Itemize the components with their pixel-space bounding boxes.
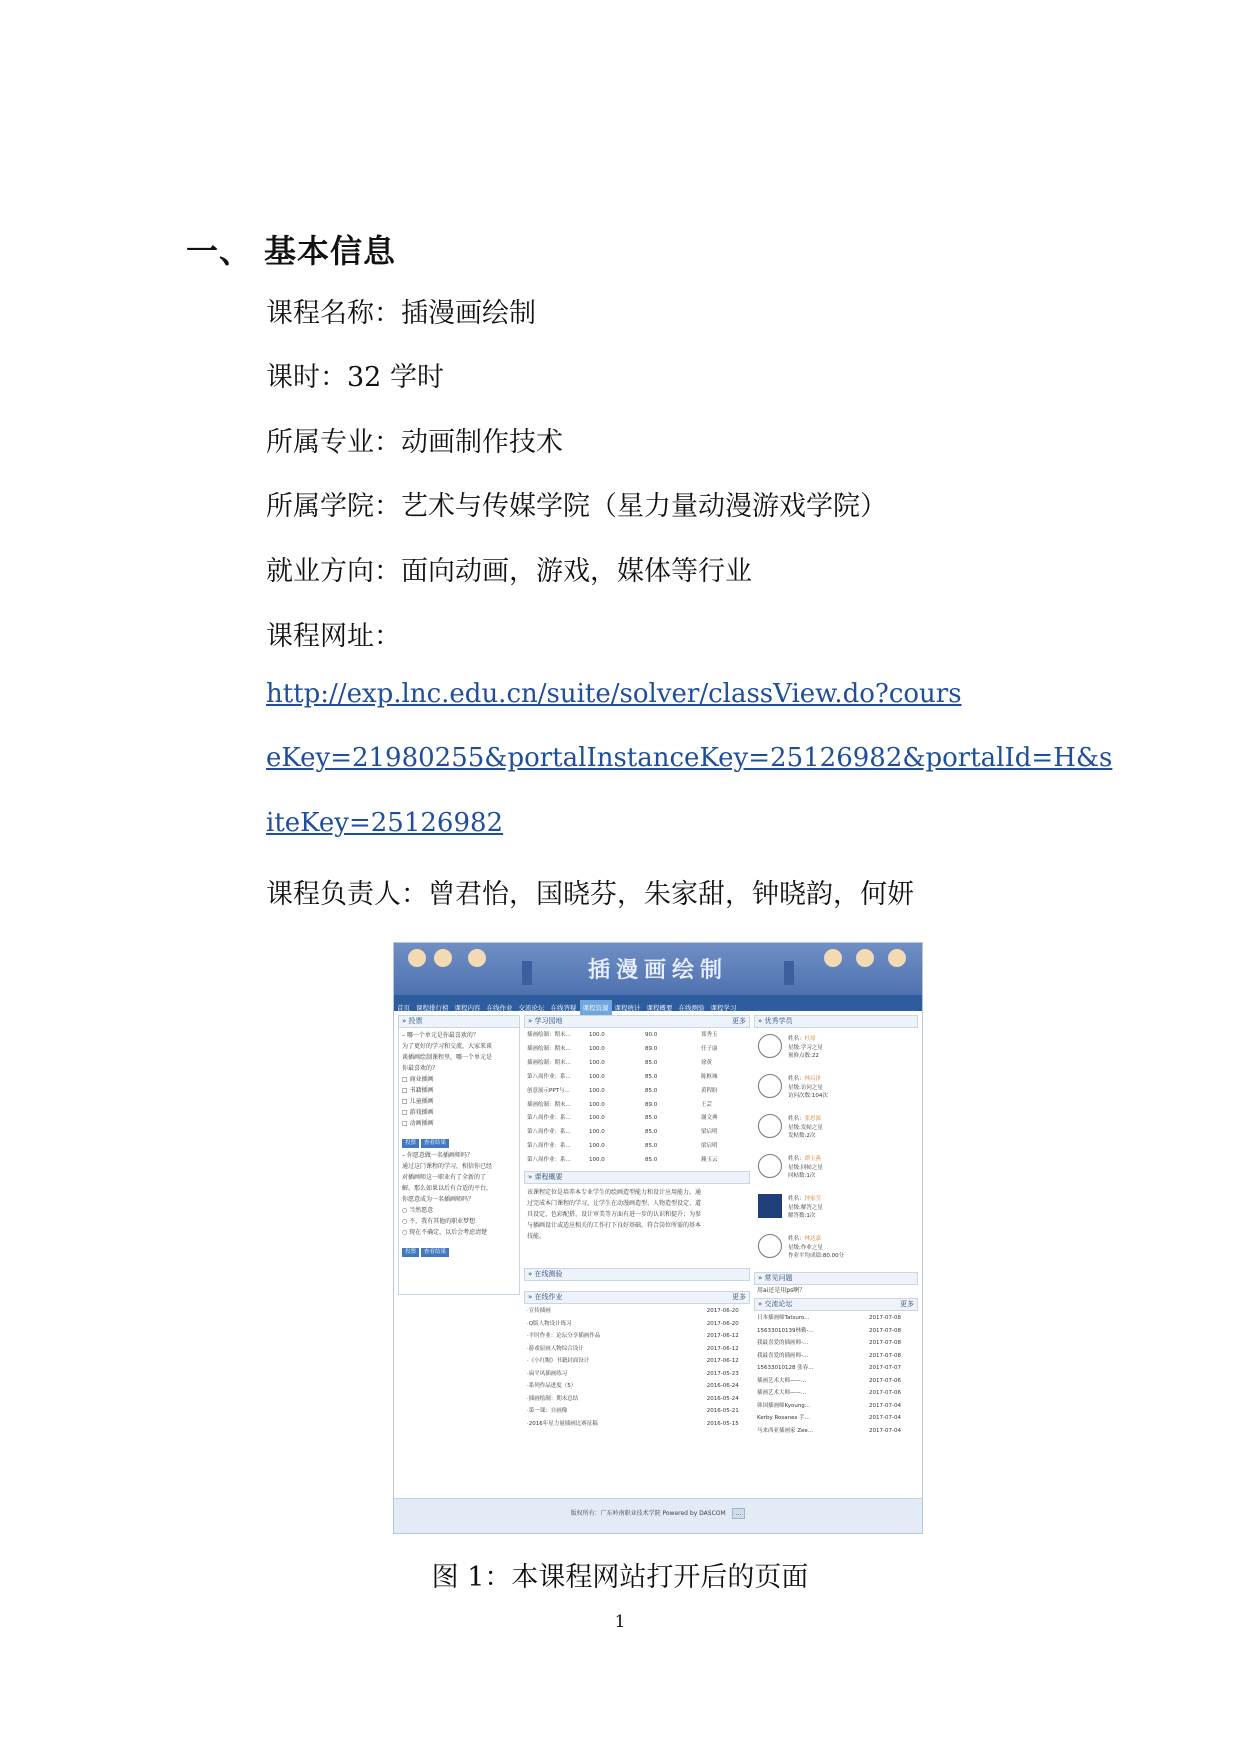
summary-header: » 课程概要 bbox=[524, 1171, 750, 1184]
table-cell: 89.0 bbox=[645, 1045, 658, 1052]
homework-title[interactable]: 游戏原画人物综合设计 bbox=[528, 1345, 584, 1352]
table-cell: 85.0 bbox=[645, 1129, 658, 1136]
vote-option[interactable] bbox=[402, 1085, 516, 1096]
student-stat: 访问次数:104次 bbox=[788, 1093, 828, 1099]
forum-title[interactable]: 我最喜爱的插画师-... bbox=[757, 1340, 809, 1346]
homework-date: 2016-06-24 bbox=[706, 1383, 739, 1390]
vote-option[interactable] bbox=[402, 1118, 516, 1129]
table-row[interactable] bbox=[527, 1112, 747, 1126]
table-cell: 第八周作业：系... bbox=[527, 1129, 571, 1136]
nav-item[interactable]: 课程资源 bbox=[580, 1000, 612, 1016]
forum-date: 2017-07-08 bbox=[869, 1327, 901, 1334]
vote-description: 谈插画绘制课程里，哪一个单元是 bbox=[402, 1054, 493, 1061]
homework-title[interactable]: 扁平风插画练习 bbox=[528, 1370, 568, 1377]
table-cell: 第八周作业：系... bbox=[527, 1073, 571, 1080]
forum-date: 2017-07-06 bbox=[869, 1377, 901, 1384]
table-cell: 任子康 bbox=[701, 1045, 718, 1052]
site-nav bbox=[394, 995, 922, 1011]
list-item[interactable] bbox=[527, 1368, 747, 1381]
section-title: 基本信息 bbox=[264, 232, 397, 270]
students-header: » 优秀学员 bbox=[754, 1015, 918, 1028]
table-row[interactable] bbox=[527, 1057, 747, 1071]
summary-line: 过完成本门课程的学习，让学生在动漫画造型、人物造型设定、道 bbox=[527, 1200, 702, 1208]
student-name-value[interactable]: 钟家莹 bbox=[804, 1196, 822, 1202]
radio-icon[interactable]: ○ bbox=[402, 1207, 410, 1214]
bullet-icon: · bbox=[527, 1320, 529, 1327]
list-item[interactable] bbox=[757, 1425, 915, 1438]
vote-option[interactable] bbox=[402, 1227, 516, 1238]
table-cell: 插画绘制：期末... bbox=[527, 1045, 571, 1052]
list-item[interactable] bbox=[757, 1337, 915, 1350]
table-cell: 100.0 bbox=[589, 1157, 605, 1164]
checkbox-icon[interactable]: □ bbox=[402, 1076, 410, 1083]
radio-icon[interactable]: ○ bbox=[402, 1218, 410, 1225]
footer-button[interactable]: ... bbox=[732, 1508, 746, 1519]
table-row[interactable] bbox=[527, 1126, 747, 1140]
course-career: 就业方向：面向动画，游戏，媒体等行业 bbox=[266, 556, 752, 587]
list-item[interactable] bbox=[757, 1387, 915, 1400]
vote-button[interactable]: 投票 bbox=[402, 1139, 419, 1148]
page-number: 1 bbox=[614, 1612, 626, 1632]
student-info bbox=[788, 1075, 828, 1101]
table-cell: 100.0 bbox=[589, 1045, 605, 1052]
student-stat: 解答数:1次 bbox=[788, 1213, 816, 1219]
table-cell: 插画绘制：期末... bbox=[527, 1101, 571, 1108]
student-name-label: 姓名： bbox=[788, 1076, 805, 1082]
table-cell: 100.0 bbox=[589, 1087, 605, 1094]
course-name: 课程名称：插漫画绘制 bbox=[266, 298, 536, 329]
student-name-label: 姓名： bbox=[788, 1036, 805, 1042]
test-header[interactable]: » 在线测验 bbox=[524, 1268, 750, 1281]
student-name-value[interactable]: 杜璋 bbox=[804, 1036, 816, 1042]
table-cell: 王芸 bbox=[701, 1101, 713, 1108]
homework-date: 2017-06-20 bbox=[706, 1320, 739, 1327]
list-item[interactable] bbox=[757, 1362, 915, 1375]
student-name-value[interactable]: 谭玉燕 bbox=[804, 1156, 822, 1162]
homework-title[interactable]: 2016年星力量插画比赛征稿 bbox=[528, 1420, 598, 1427]
table-cell: 创意展示PPT与... bbox=[527, 1087, 570, 1094]
nav-item[interactable]: 课程学习 bbox=[710, 1004, 737, 1012]
table-cell: 85.0 bbox=[645, 1143, 658, 1150]
bullet-icon: · bbox=[527, 1345, 529, 1352]
checkbox-icon[interactable]: □ bbox=[402, 1120, 410, 1127]
student-info bbox=[788, 1195, 823, 1221]
homework-list bbox=[524, 1304, 750, 1431]
list-item[interactable] bbox=[757, 1412, 915, 1425]
table-cell: 谢文典 bbox=[701, 1115, 718, 1122]
student-name bbox=[788, 1035, 823, 1044]
vote-option-label: 不，我有其他的职业梦想 bbox=[409, 1218, 476, 1225]
homework-title[interactable]: 第一课：自画像 bbox=[528, 1408, 568, 1415]
forum-title[interactable]: 插画艺术大师——... bbox=[757, 1390, 807, 1396]
bullet-icon: · bbox=[527, 1408, 529, 1415]
radio-icon[interactable]: ○ bbox=[402, 1229, 410, 1236]
bullet-icon: · bbox=[527, 1370, 529, 1377]
vote-option-label: 当然愿意 bbox=[409, 1207, 434, 1214]
student-name bbox=[788, 1155, 823, 1164]
forum-list bbox=[754, 1311, 918, 1438]
nav-item[interactable]: 首页 bbox=[397, 1004, 410, 1012]
table-cell: 100.0 bbox=[589, 1115, 605, 1122]
bullet-icon: · bbox=[527, 1308, 529, 1315]
table-row[interactable] bbox=[527, 1029, 747, 1043]
checkbox-icon[interactable]: □ bbox=[402, 1098, 410, 1105]
avatar bbox=[758, 1114, 782, 1138]
view-result-button[interactable]: 查看结果 bbox=[421, 1248, 449, 1257]
table-row[interactable] bbox=[527, 1099, 747, 1113]
nav-item[interactable]: 课程排行榜 bbox=[416, 1004, 449, 1012]
list-item[interactable] bbox=[757, 1350, 915, 1363]
faq-header: » 常见问题 bbox=[754, 1272, 918, 1285]
homework-date: 2016-05-24 bbox=[706, 1395, 739, 1402]
vote-description: 通过这门课程的学习，相信你已经 bbox=[402, 1163, 493, 1170]
avatar bbox=[758, 1074, 782, 1098]
homework-title[interactable]: 插画绘制：期末总结 bbox=[528, 1395, 579, 1402]
student-name bbox=[788, 1115, 823, 1124]
site-footer bbox=[394, 1498, 922, 1534]
forum-title[interactable]: 日本插画师Tatsuro... bbox=[757, 1315, 810, 1321]
homework-date: 2016-05-21 bbox=[706, 1408, 739, 1415]
nav-item[interactable]: 在线答疑 bbox=[550, 1004, 577, 1012]
table-cell: 插画绘制：期末... bbox=[527, 1059, 571, 1066]
vote-description: 对插画师这一职业有了全新的了 bbox=[402, 1174, 487, 1181]
student-name-value[interactable]: 张思源 bbox=[804, 1116, 822, 1122]
avatar bbox=[758, 1194, 782, 1218]
table-cell: 黄程盼 bbox=[701, 1087, 718, 1094]
forum-date: 2017-07-08 bbox=[869, 1352, 901, 1359]
course-url-label: 课程网址： bbox=[266, 621, 401, 652]
student-stat: 预修点数:22 bbox=[788, 1053, 819, 1059]
student-name bbox=[788, 1235, 844, 1244]
student-name-label: 姓名： bbox=[788, 1236, 805, 1242]
homework-date: 2017-05-23 bbox=[706, 1370, 739, 1377]
table-cell: 赖玉云 bbox=[701, 1157, 718, 1164]
student-name-label: 姓名： bbox=[788, 1116, 805, 1122]
homework-header: » 在线作业 更多 bbox=[524, 1291, 750, 1304]
course-hours: 课时：32 学时 bbox=[266, 362, 444, 393]
vote-option-label: 现在不确定，以后会考虑清楚 bbox=[409, 1229, 488, 1236]
course-major: 所属专业：动画制作技术 bbox=[266, 427, 563, 458]
table-row[interactable] bbox=[527, 1140, 747, 1154]
table-cell: 第八周作业：系... bbox=[527, 1143, 571, 1150]
student-name-label: 姓名： bbox=[788, 1156, 805, 1162]
table-row[interactable] bbox=[527, 1154, 747, 1168]
table-cell: 梁启明 bbox=[701, 1129, 718, 1136]
table-cell: 100.0 bbox=[589, 1032, 605, 1038]
forum-date: 2017-07-07 bbox=[869, 1365, 901, 1371]
table-cell: 徐黄 bbox=[701, 1059, 713, 1066]
summary-line: 具设定、色彩配搭、设计审美等方面有进一步的认识和提升；为参 bbox=[527, 1211, 702, 1219]
table-cell: 100.0 bbox=[589, 1059, 605, 1066]
table-cell: 85.0 bbox=[645, 1115, 658, 1122]
table-cell: 85.0 bbox=[645, 1157, 658, 1164]
summary-line: 该课程定位是培养本专业学生的绘画造型能力和设计应用能力。通 bbox=[527, 1189, 702, 1197]
section-number: 一、 bbox=[186, 232, 253, 270]
vote-option[interactable] bbox=[402, 1216, 516, 1227]
list-item[interactable] bbox=[757, 1325, 915, 1338]
vote-description: 你最喜欢的？ bbox=[402, 1065, 439, 1072]
student-stat: 回帖数:1次 bbox=[788, 1173, 816, 1179]
site-banner bbox=[394, 943, 922, 995]
summary-line: 技能。 bbox=[527, 1233, 546, 1241]
table-cell: 85.0 bbox=[645, 1073, 658, 1080]
course-college: 所属学院：艺术与传媒学院（星力量动漫游戏学院） bbox=[266, 491, 887, 522]
table-cell: 100.0 bbox=[589, 1073, 605, 1080]
student-star: 星级:回帖之星 bbox=[788, 1164, 823, 1171]
nav-item[interactable]: 课程概要 bbox=[646, 1004, 673, 1012]
student-name-label: 姓名： bbox=[788, 1196, 805, 1202]
study-header: » 学习园地 更多 bbox=[524, 1015, 750, 1028]
bullet-icon: · bbox=[527, 1395, 529, 1402]
list-item[interactable] bbox=[527, 1355, 747, 1368]
vote-option-label: 儿童插画 bbox=[409, 1098, 434, 1105]
homework-title[interactable]: 《小红帽》书籍封面设计 bbox=[528, 1358, 590, 1365]
nav-item[interactable]: 课程内容 bbox=[454, 1004, 481, 1012]
footer-text: 版权所有：广东岭南职业技术学院 Powered by DASCOM bbox=[570, 1510, 726, 1517]
bullet-icon: · bbox=[527, 1358, 529, 1365]
avatar bbox=[758, 1034, 782, 1058]
vote-option[interactable] bbox=[402, 1107, 516, 1118]
table-cell: 89.0 bbox=[645, 1101, 658, 1108]
course-url-line2[interactable]: eKey=21980255&portalInstanceKey=25126982&portalId=H&s bbox=[266, 743, 1113, 773]
vote-description: 你愿意成为一名插画师吗？ bbox=[402, 1196, 475, 1203]
table-row[interactable] bbox=[527, 1071, 747, 1085]
figure-caption: 图 1：本课程网站打开后的页面 bbox=[431, 1562, 809, 1593]
homework-title[interactable]: 平时作业：论坛分享插画作品 bbox=[528, 1333, 601, 1340]
list-item[interactable] bbox=[757, 1312, 915, 1325]
list-item[interactable] bbox=[527, 1380, 747, 1393]
list-item[interactable] bbox=[527, 1418, 747, 1431]
vote-option-label: 游戏插画 bbox=[409, 1109, 434, 1116]
forum-title[interactable]: 15633010139林勤-... bbox=[757, 1327, 814, 1334]
faq-item[interactable]: 用ai还是用ps啊？ bbox=[757, 1287, 806, 1294]
list-item[interactable] bbox=[527, 1393, 747, 1406]
table-cell: 100.0 bbox=[589, 1143, 605, 1150]
homework-title[interactable]: 系列作品进度（5） bbox=[528, 1383, 577, 1390]
nav-item[interactable]: 交流论坛 bbox=[518, 1004, 545, 1012]
list-item[interactable] bbox=[527, 1330, 747, 1343]
forum-title[interactable]: 马来西亚插画家 Zee... bbox=[757, 1427, 814, 1434]
table-cell: 85.0 bbox=[645, 1059, 658, 1066]
bullet-icon: · bbox=[527, 1420, 529, 1427]
vote-option[interactable] bbox=[402, 1205, 516, 1216]
homework-date: 2017-06-12 bbox=[706, 1345, 739, 1352]
avatar bbox=[758, 1234, 782, 1258]
forum-title[interactable]: 插画艺术大师——... bbox=[757, 1377, 807, 1384]
forum-date: 2017-07-04 bbox=[869, 1402, 901, 1409]
forum-date: 2017-07-08 bbox=[869, 1340, 901, 1346]
forum-date: 2017-07-06 bbox=[869, 1390, 901, 1396]
bullet-icon: · bbox=[527, 1383, 529, 1390]
checkbox-icon[interactable]: □ bbox=[402, 1109, 410, 1116]
student-name bbox=[788, 1075, 828, 1084]
vote-q1: – 哪一个单元是你最喜欢的？ bbox=[402, 1032, 479, 1039]
forum-date: 2017-07-04 bbox=[869, 1427, 901, 1434]
section-heading bbox=[186, 226, 396, 272]
nav-item[interactable]: 在线作业 bbox=[486, 1004, 513, 1012]
table-cell: 85.0 bbox=[645, 1087, 658, 1094]
student-star: 星级:作业之星 bbox=[788, 1244, 823, 1251]
right-column bbox=[754, 1015, 918, 1438]
forum-title[interactable]: 15633010128 张春... bbox=[757, 1365, 814, 1371]
forum-header: » 交流论坛 更多 bbox=[754, 1298, 918, 1311]
homework-title[interactable]: Q版人物设计练习 bbox=[528, 1320, 572, 1327]
forum-title[interactable]: 我最喜爱的插画师-... bbox=[757, 1352, 809, 1359]
bullet-icon: · bbox=[527, 1333, 529, 1340]
student-stat: 发帖数:2次 bbox=[788, 1133, 816, 1139]
table-cell: 插画绘制：期末... bbox=[527, 1032, 571, 1038]
vote-q2: – 你愿意做一名插画师吗？ bbox=[402, 1152, 473, 1159]
forum-title[interactable]: 韩国插画师Kyoung... bbox=[757, 1402, 811, 1409]
vote-button[interactable]: 投票 bbox=[402, 1248, 419, 1257]
table-cell: 陈枢城 bbox=[701, 1073, 718, 1080]
homework-date: 2017-06-12 bbox=[706, 1333, 739, 1340]
student-star: 星级:解答之星 bbox=[788, 1204, 823, 1211]
middle-column bbox=[524, 1015, 750, 1431]
nav-item[interactable]: 课程统计 bbox=[614, 1004, 641, 1012]
table-cell: 第八周作业：系... bbox=[527, 1115, 571, 1122]
student-info bbox=[788, 1115, 823, 1141]
table-row[interactable] bbox=[527, 1043, 747, 1057]
study-table bbox=[524, 1028, 750, 1169]
table-row[interactable] bbox=[527, 1085, 747, 1099]
vote-description: 为了更好的学习和交流，大家来谈 bbox=[402, 1043, 493, 1050]
student-name bbox=[788, 1195, 823, 1204]
table-cell: 90.0 bbox=[645, 1032, 658, 1038]
list-item[interactable] bbox=[757, 1400, 915, 1413]
list-item[interactable] bbox=[527, 1305, 747, 1318]
forum-date: 2017-07-08 bbox=[869, 1315, 901, 1321]
list-item[interactable] bbox=[527, 1405, 747, 1418]
vote-panel bbox=[398, 1015, 520, 1295]
student-info bbox=[788, 1035, 823, 1061]
homework-date: 2016-05-15 bbox=[706, 1420, 739, 1427]
course-website-screenshot bbox=[393, 942, 923, 1534]
forum-date: 2017-07-04 bbox=[869, 1415, 901, 1421]
vote-description: 解。那么如果以后有合适的平台， bbox=[402, 1185, 493, 1192]
site-title: 插漫画绘制 bbox=[587, 958, 728, 983]
summary-body bbox=[524, 1184, 750, 1268]
summary-line: 与插画设计或适应相关的工作打下良好基础，符合岗位所需的基本 bbox=[527, 1222, 702, 1230]
table-cell: 郑秀玉 bbox=[701, 1032, 718, 1038]
table-cell: 梁启明 bbox=[701, 1143, 718, 1150]
list-item[interactable] bbox=[757, 1375, 915, 1388]
students-list bbox=[754, 1028, 918, 1272]
student-star: 星级:访问之星 bbox=[788, 1084, 823, 1091]
student-stat: 作业平均成绩:80.00分 bbox=[788, 1253, 845, 1259]
student-name-value[interactable]: 林启泽 bbox=[804, 1076, 822, 1082]
view-result-button[interactable]: 查看结果 bbox=[421, 1139, 449, 1148]
table-cell: 100.0 bbox=[589, 1101, 605, 1108]
student-star: 星级:发帖之星 bbox=[788, 1124, 823, 1131]
homework-title[interactable]: 宣传插画 bbox=[528, 1308, 551, 1315]
vote-option[interactable] bbox=[402, 1074, 516, 1085]
course-leaders: 课程负责人：曾君怡，国晓芬，朱家甜，钟晓韵，何妍 bbox=[266, 879, 914, 910]
vote-option-label: 商业插画 bbox=[409, 1076, 434, 1083]
nav-item[interactable]: 在线测验 bbox=[678, 1004, 705, 1012]
vote-header: » 投票 bbox=[398, 1015, 520, 1028]
table-cell: 第八周作业：系... bbox=[527, 1157, 571, 1164]
homework-date: 2017-06-20 bbox=[706, 1308, 739, 1315]
homework-date: 2017-06-12 bbox=[706, 1358, 739, 1365]
list-item[interactable] bbox=[527, 1343, 747, 1356]
student-info bbox=[788, 1155, 823, 1181]
checkbox-icon[interactable]: □ bbox=[402, 1087, 410, 1094]
avatar bbox=[758, 1154, 782, 1178]
vote-option-label: 动画插画 bbox=[409, 1120, 434, 1127]
forum-title[interactable]: Kerby Rosanes 手... bbox=[757, 1415, 810, 1421]
student-star: 星级:学习之星 bbox=[788, 1044, 823, 1051]
course-url-line3[interactable]: iteKey=25126982 bbox=[266, 808, 504, 838]
table-cell: 100.0 bbox=[589, 1129, 605, 1136]
student-info bbox=[788, 1235, 844, 1261]
list-item[interactable] bbox=[527, 1318, 747, 1331]
vote-option-label: 书籍插画 bbox=[409, 1087, 434, 1094]
student-name-value[interactable]: 林达嘉 bbox=[804, 1236, 822, 1242]
vote-option[interactable] bbox=[402, 1096, 516, 1107]
course-url-line1[interactable]: http://exp.lnc.edu.cn/suite/solver/classView.do?cours bbox=[266, 679, 962, 709]
